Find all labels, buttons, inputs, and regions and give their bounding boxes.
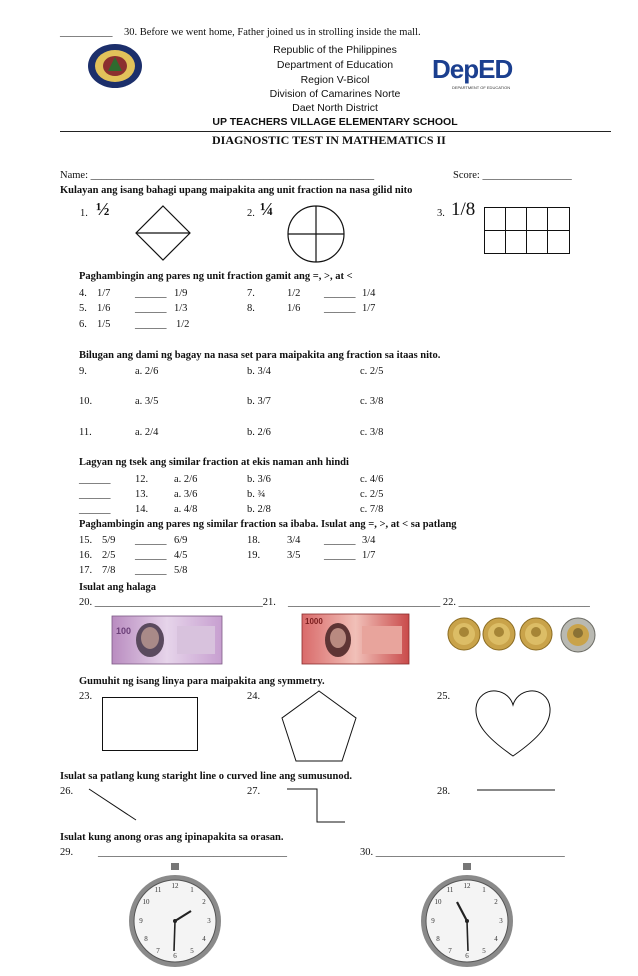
s4-option-b: b. ¾	[247, 489, 266, 500]
header-line-2: Department of Education	[276, 59, 394, 71]
s2-num: 4.	[79, 288, 87, 299]
svg-text:9: 9	[431, 917, 435, 925]
s9-blank-29[interactable]: ____________________________________	[98, 847, 287, 858]
s2-blank[interactable]: ______	[324, 288, 356, 299]
s2-blank[interactable]: ______	[135, 303, 167, 314]
deped-logo-subtitle: DEPARTMENT OF EDUCATION	[452, 85, 511, 90]
s5-left: 2/5	[102, 550, 116, 561]
s4-option-a: a. 2/6	[174, 474, 198, 485]
s4-num: 13.	[135, 489, 149, 500]
s9-item-30[interactable]: 30. ____________________________________	[360, 847, 565, 858]
s7-num-23: 23.	[79, 691, 93, 702]
svg-text:8: 8	[144, 935, 148, 943]
s4-option-c: c. 4/6	[360, 474, 384, 485]
s4-option-c: c. 2/5	[360, 489, 384, 500]
s8-instruction: Isulat sa patlang kung staright line o curved line ang sumusunod.	[60, 771, 353, 782]
s4-num: 12.	[135, 474, 149, 485]
coin-2-image	[482, 616, 516, 652]
s1-item-3-num: 3.	[437, 208, 445, 219]
s2-left: 1/2	[287, 288, 301, 299]
s5-left: 7/8	[102, 565, 116, 576]
s1-item-3-frac: 1/8	[451, 199, 476, 220]
s3-option-b: b. 3/7	[247, 396, 271, 407]
s9-instruction: Isulat kung anong oras ang ipinapakita sa orasan.	[60, 832, 284, 843]
s2-left: 1/6	[97, 303, 111, 314]
s5-left: 5/9	[102, 535, 116, 546]
s5-blank[interactable]: ______	[135, 535, 167, 546]
school-seal-logo	[86, 43, 144, 89]
s5-right: 5/8	[174, 565, 188, 576]
s5-instruction: Paghambingin ang pares ng similar fraction sa ibaba. Isulat ang =, >, at < sa patlang	[79, 519, 457, 530]
s3-option-a: a. 2/6	[135, 366, 159, 377]
deped-logo: DepED	[432, 54, 513, 84]
s8-num-28: 28.	[437, 786, 451, 797]
eighths-grid-shape	[484, 207, 570, 254]
s2-left: 1/6	[287, 303, 301, 314]
svg-text:7: 7	[156, 947, 160, 955]
s4-option-c: c. 7/8	[360, 504, 384, 515]
s3-option-c: c. 3/8	[360, 396, 384, 407]
s7-instruction: Gumuhit ng isang linya para maipakita ang symmetry.	[79, 676, 325, 687]
coin-4-image	[560, 616, 596, 654]
s3-option-a: a. 2/4	[135, 427, 159, 438]
s4-num: 14.	[135, 504, 149, 515]
top-item-text: 30. Before we went home, Father joined us in strolling inside the mall.	[124, 27, 421, 38]
clock-29-image	[127, 863, 223, 973]
circle-quarters-shape	[287, 205, 345, 263]
s1-item-2-num: 2.	[247, 208, 255, 219]
s3-option-c: c. 2/5	[360, 366, 384, 377]
s6-answer-line-2[interactable]: _____________________________ 22. _________________________	[288, 597, 590, 608]
svg-text:1: 1	[190, 886, 194, 894]
banknote-100-image	[112, 616, 222, 664]
heart-shape[interactable]	[475, 690, 551, 758]
horizontal-line-figure	[477, 789, 557, 793]
svg-text:10: 10	[434, 898, 442, 906]
s1-instruction: Kulayan ang isang bahagi upang maipakita ang unit fraction na nasa gilid nito	[60, 185, 413, 196]
s5-blank[interactable]: ______	[135, 565, 167, 576]
svg-text:9: 9	[139, 917, 143, 925]
s7-num-24: 24.	[247, 691, 261, 702]
header-rule	[60, 131, 611, 132]
s7-num-25: 25.	[437, 691, 451, 702]
name-field: Name: ______________________________________________________	[60, 170, 375, 181]
svg-text:12: 12	[171, 882, 179, 890]
s5-left: 3/5	[287, 550, 301, 561]
s2-right: 1/7	[362, 303, 376, 314]
s5-blank[interactable]: ______	[324, 535, 356, 546]
score-field: Score: _________________	[453, 170, 572, 181]
svg-text:6: 6	[173, 952, 177, 960]
s1-item-2-frac: ¼	[260, 199, 274, 219]
s2-blank[interactable]: ______	[324, 303, 356, 314]
header-line-5: Daet North District	[292, 102, 378, 114]
s3-instruction: Bilugan ang dami ng bagay na nasa set para maipakita ang fraction sa itaas nito.	[79, 350, 441, 361]
page-title: DIAGNOSTIC TEST IN MATHEMATICS II	[212, 133, 446, 147]
s4-blank[interactable]: ______	[79, 474, 111, 485]
top-item-blank: __________	[60, 27, 113, 38]
s2-left: 1/5	[97, 319, 111, 330]
pentagon-shape[interactable]	[281, 690, 357, 762]
s2-right: 1/4	[362, 288, 376, 299]
svg-text:11: 11	[446, 886, 454, 894]
svg-text:10: 10	[142, 898, 150, 906]
svg-text:5: 5	[482, 947, 486, 955]
s2-num: 5.	[79, 303, 87, 314]
svg-text:2: 2	[494, 898, 498, 906]
s2-blank[interactable]: ______	[135, 319, 167, 330]
svg-text:7: 7	[448, 947, 452, 955]
s5-right: 6/9	[174, 535, 188, 546]
s1-item-1-frac: ½	[96, 199, 110, 219]
s4-option-a: a. 3/6	[174, 489, 198, 500]
s3-option-b: b. 2/6	[247, 427, 271, 438]
banknote-100-label: 100	[116, 626, 132, 636]
s2-right: 1/9	[174, 288, 188, 299]
s9-item-29: 29.	[60, 847, 74, 858]
svg-text:4: 4	[202, 935, 206, 943]
s4-blank[interactable]: ______	[79, 489, 111, 500]
s3-num: 11.	[79, 427, 92, 438]
s8-num-27: 27.	[247, 786, 261, 797]
s5-num: 18.	[247, 535, 261, 546]
svg-text:2: 2	[202, 898, 206, 906]
header-line-3: Region V-Bicol	[300, 74, 370, 86]
svg-text:8: 8	[436, 935, 440, 943]
s5-right: 3/4	[362, 535, 376, 546]
clock-30-image	[419, 863, 515, 973]
s5-num: 19.	[247, 550, 261, 561]
s2-num: 6.	[79, 319, 87, 330]
s2-left: 1/7	[97, 288, 111, 299]
s5-right: 4/5	[174, 550, 188, 561]
svg-text:12: 12	[463, 882, 471, 890]
header-line-4: Division of Camarines Norte	[269, 88, 401, 100]
s3-option-a: a. 3/5	[135, 396, 159, 407]
step-line-figure	[287, 788, 347, 824]
s4-instruction: Lagyan ng tsek ang similar fraction at ekis naman anh hindi	[79, 457, 349, 468]
s6-answer-line-1[interactable]: 20. ________________________________21.	[79, 597, 276, 608]
svg-text:4: 4	[494, 935, 498, 943]
s4-option-b: b. 3/6	[247, 474, 271, 485]
coin-1-image	[447, 616, 481, 652]
s4-option-a: a. 4/8	[174, 504, 198, 515]
s6-instruction: Isulat ang halaga	[79, 582, 157, 593]
s2-instruction: Paghambingin ang pares ng unit fraction gamit ang =, >, at <	[79, 271, 353, 282]
s5-blank[interactable]: ______	[324, 550, 356, 561]
s2-num: 7.	[247, 288, 255, 299]
svg-text:11: 11	[154, 886, 162, 894]
rectangle-shape[interactable]	[102, 697, 198, 751]
s5-num: 16.	[79, 550, 93, 561]
s5-left: 3/4	[287, 535, 301, 546]
svg-text:5: 5	[190, 947, 194, 955]
s4-option-b: b. 2/8	[247, 504, 271, 515]
s3-num: 10.	[79, 396, 93, 407]
school-name: UP TEACHERS VILLAGE ELEMENTARY SCHOOL	[212, 116, 458, 128]
header-line-1: Republic of the Philippines	[273, 44, 397, 56]
s3-option-b: b. 3/4	[247, 366, 271, 377]
s2-num: 8.	[247, 303, 255, 314]
svg-text:1: 1	[482, 886, 486, 894]
s1-item-1-num: 1.	[80, 208, 88, 219]
s5-blank[interactable]: ______	[135, 550, 167, 561]
s4-blank[interactable]: ______	[79, 504, 111, 515]
s2-blank[interactable]: ______	[135, 288, 167, 299]
s3-option-c: c. 3/8	[360, 427, 384, 438]
diamond-shape	[135, 205, 191, 261]
s5-num: 17.	[79, 565, 93, 576]
s3-num: 9.	[79, 366, 87, 377]
s2-right: 1/2	[176, 319, 190, 330]
coin-3-image	[519, 616, 553, 652]
s2-right: 1/3	[174, 303, 188, 314]
svg-text:3: 3	[499, 917, 503, 925]
svg-text:3: 3	[207, 917, 211, 925]
svg-text:6: 6	[465, 952, 469, 960]
s5-right: 1/7	[362, 550, 376, 561]
diagonal-line-figure	[88, 788, 138, 822]
s5-num: 15.	[79, 535, 93, 546]
banknote-1000-label: 1000	[305, 617, 323, 626]
s8-num-26: 26.	[60, 786, 74, 797]
